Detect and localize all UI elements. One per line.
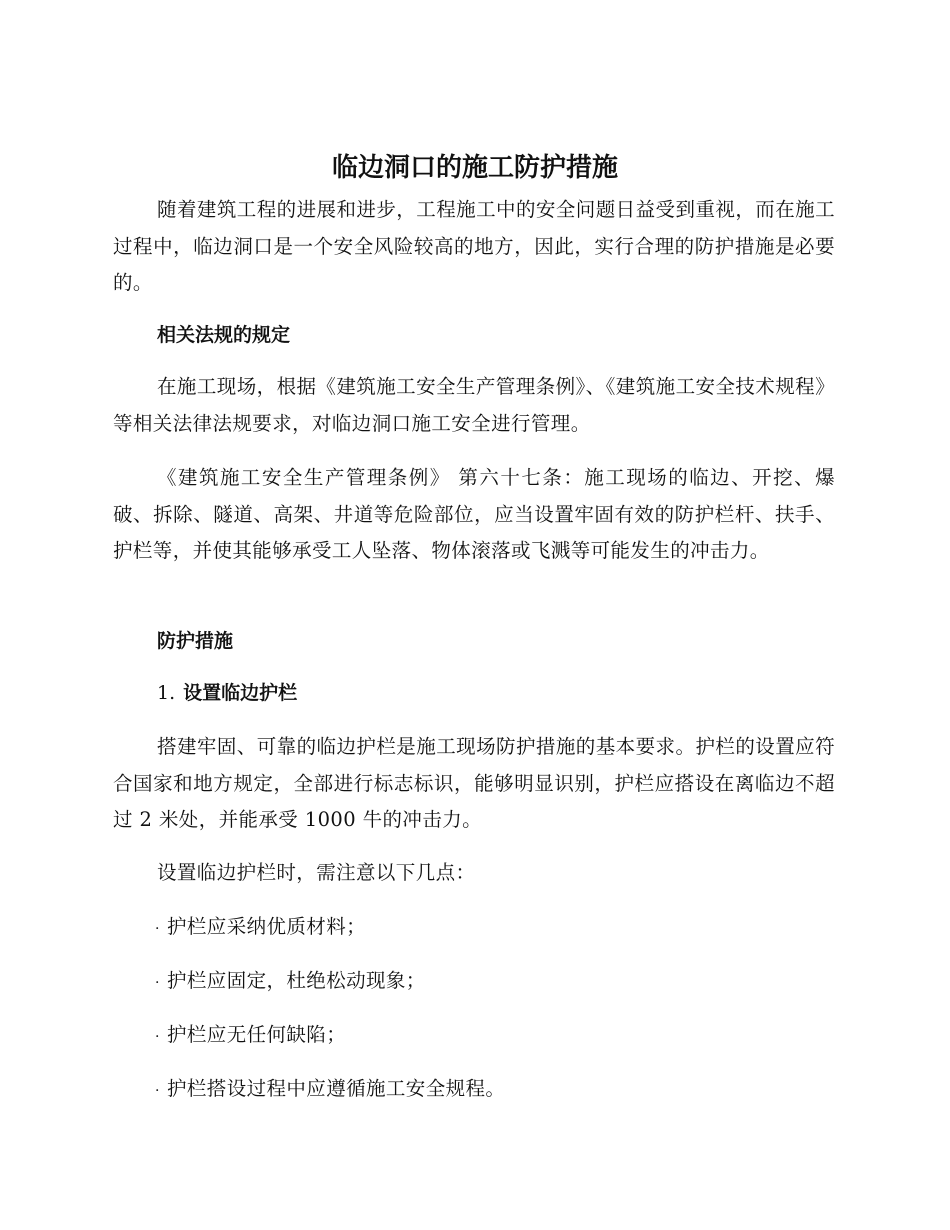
list-item-text: 护栏应固定，杜绝松动现象； (167, 969, 426, 992)
section-heading-regulations: 相关法规的规定 (157, 324, 291, 346)
guardrail-paragraph: 搭建牢固、可靠的临边护栏是施工现场防护措施的基本要求。护栏的设置应符合国家和地方规定，全部进行标志标识，能够明显识别，护栏应搭设在离临边不超过 2 米处，并能承受 1000 牛的冲击力。 (113, 735, 835, 831)
subsection-number: 1. (157, 682, 176, 704)
regulations-paragraph-2: 《建筑施工安全生产管理条例》 第六十七条：施工现场的临边、开挖、爆破、拆除、隧道、高架、井道等危险部位，应当设置牢固有效的防护栏杆、扶手、护栏等，并使其能够承受工人坠落、物体滚落或飞溅等可能发生的冲击力。 (113, 466, 835, 562)
guardrail-list-intro: 设置临边护栏时，需注意以下几点： (157, 861, 476, 884)
list-item (155, 1071, 505, 1109)
list-item (155, 963, 426, 1001)
bullet-icon: · (155, 1029, 160, 1045)
subsection-heading-guardrail (157, 675, 297, 711)
section-heading-measures: 防护措施 (157, 630, 234, 652)
bullet-icon: · (155, 921, 160, 937)
list-item-text: 护栏应采纳优质材料； (167, 915, 367, 938)
list-item (155, 1017, 346, 1055)
intro-paragraph: 随着建筑工程的进展和进步，工程施工中的安全问题日益受到重视，而在施工过程中，临边洞口是一个安全风险较高的地方，因此，实行合理的防护措施是必要的。 (113, 198, 835, 294)
regulations-paragraph-1: 在施工现场，根据《建筑施工安全生产管理条例》、《建筑施工安全技术规程》等相关法律法规要求，对临边洞口施工安全进行管理。 (113, 375, 835, 435)
list-item-text: 护栏应无任何缺陷； (167, 1023, 347, 1046)
list-item (155, 909, 366, 947)
subsection-title: 设置临边护栏 (183, 682, 298, 704)
list-item-text: 护栏搭设过程中应遵循施工安全规程。 (167, 1077, 506, 1100)
bullet-icon: · (155, 975, 160, 991)
document-title: 临边洞口的施工防护措施 (331, 153, 618, 183)
bullet-icon: · (155, 1083, 160, 1099)
